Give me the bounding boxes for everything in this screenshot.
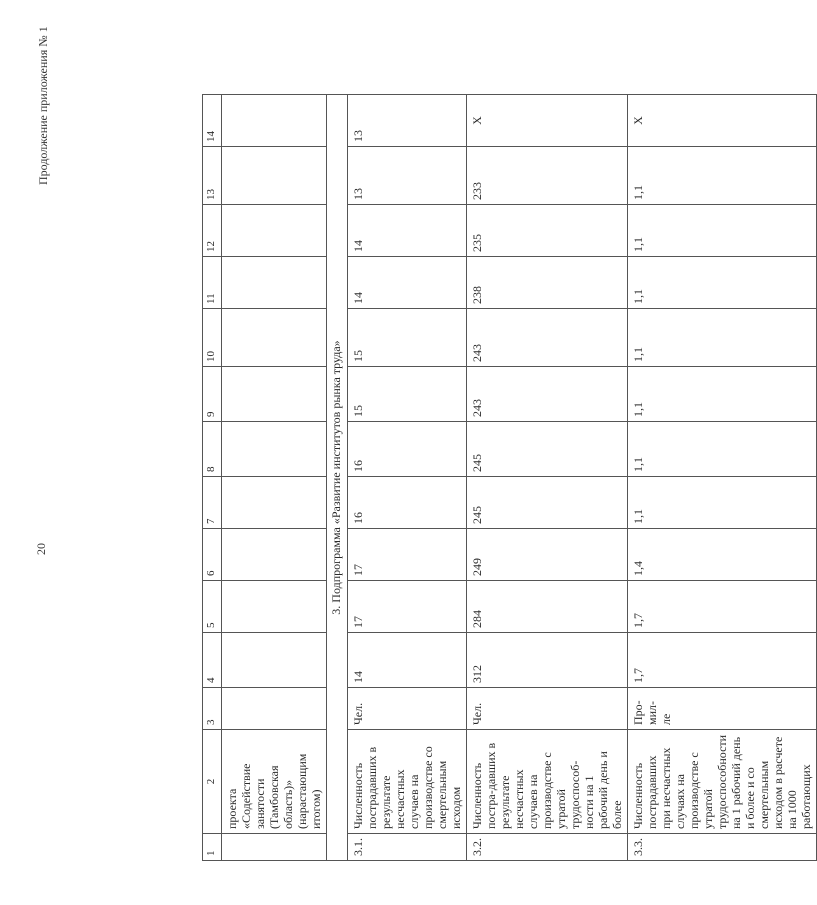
col-number-7: 7 [203,477,222,529]
row-value: 312 [467,633,628,688]
indicators-table [202,94,817,861]
row-value: Х [467,95,628,147]
row-value: 13 [348,147,467,205]
empty-cell [222,205,327,257]
row-value: 238 [467,257,628,309]
row-value: 1,1 [628,367,817,422]
col-number-1: 1 [203,834,222,861]
col-number-13: 13 [203,147,222,205]
row-value: 1,4 [628,529,817,581]
row-value: 1,1 [628,309,817,367]
empty-cell [222,477,327,529]
row-value: Х [628,95,817,147]
continuation-text: проекта «Содействие занятости (Тамбовская область)» (нарастающим итогом) [222,730,327,834]
row-value: 245 [467,477,628,529]
col-number-8: 8 [203,422,222,477]
page-number: 20 [34,543,48,555]
row-value: 1,7 [628,581,817,633]
row-unit: Чел. [467,688,628,730]
table-row [628,95,817,861]
row-indicator-name: Численность пострадавших при несчастных случаях на производстве с утратой трудоспособности на 1 рабочий день и более и со смертельным исходом в расчете на 1000 работающих [628,730,817,834]
row-value: 1,1 [628,422,817,477]
row-value: 17 [348,581,467,633]
section-title: 3. Подпрограмма «Развитие институтов рынка труда» [327,95,348,861]
table-row [467,95,628,861]
row-value: 233 [467,147,628,205]
row-value: 249 [467,529,628,581]
row-value: 15 [348,309,467,367]
empty-cell [222,309,327,367]
section-row [327,95,348,861]
col-number-2: 2 [203,730,222,834]
row-value: 14 [348,257,467,309]
row-value: 1,1 [628,205,817,257]
row-value: 16 [348,422,467,477]
row-value: 243 [467,309,628,367]
empty-cell [222,529,327,581]
row-value: 1,1 [628,477,817,529]
empty-cell [222,581,327,633]
row-number: 3.3. [628,834,817,861]
col-number-14: 14 [203,95,222,147]
col-number-10: 10 [203,309,222,367]
row-value: 245 [467,422,628,477]
row-value: 16 [348,477,467,529]
empty-cell [222,257,327,309]
row-value: 235 [467,205,628,257]
continuation-row [222,95,327,861]
col-number-4: 4 [203,633,222,688]
row-indicator-name: Численность пострадавших в результате несчастных случаев на производстве со смертельным исходом [348,730,467,834]
row-number: 3.2. [467,834,628,861]
row-value: 1,1 [628,147,817,205]
empty-cell [222,633,327,688]
col-number-5: 5 [203,581,222,633]
col-number-9: 9 [203,367,222,422]
row-value: 1,1 [628,257,817,309]
empty-cell [222,95,327,147]
row-value: 284 [467,581,628,633]
col-number-6: 6 [203,529,222,581]
empty-cell [222,688,327,730]
col-number-3: 3 [203,688,222,730]
rotated-landscape-page [30,0,813,905]
empty-cell [222,422,327,477]
row-value: 14 [348,205,467,257]
row-value: 14 [348,633,467,688]
col-number-12: 12 [203,205,222,257]
row-value: 17 [348,529,467,581]
row-unit: Чел. [348,688,467,730]
continuation-label: Продолжение приложения № 1 [36,26,50,185]
empty-cell [222,147,327,205]
row-value: 15 [348,367,467,422]
row-indicator-name: Численность постра-давших в результате несчастных случаев на производстве с утратой трудоспособ-ности на 1 рабочий день и более [467,730,628,834]
row-value: 243 [467,367,628,422]
empty-cell [222,367,327,422]
row-value: 13 [348,95,467,147]
col-number-11: 11 [203,257,222,309]
empty-cell [222,834,327,861]
row-unit: Про-мил-ле [628,688,817,730]
row-value: 1,7 [628,633,817,688]
row-number: 3.1. [348,834,467,861]
table-row [348,95,467,861]
column-numbers-row [203,95,222,861]
